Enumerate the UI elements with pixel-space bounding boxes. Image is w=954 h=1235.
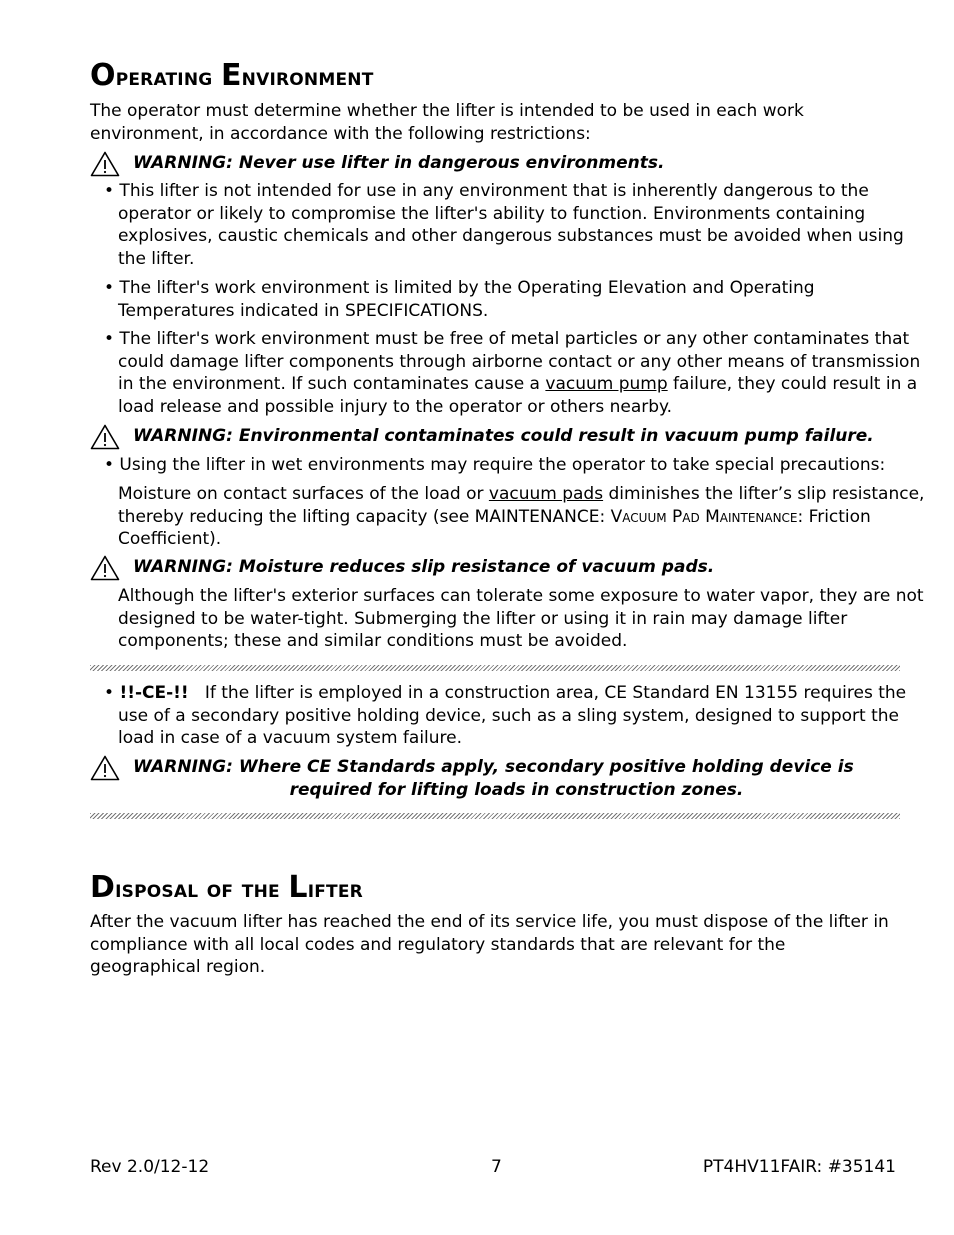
exterior-paragraph: Although the lifter's exterior surfaces can tolerate some exposure to water vapor, they are not designed to be water-tight. Submerging the lifter or using it in rain may damage lifter components; these and similar conditions must be avoided. <box>118 586 924 651</box>
operating-intro: The operator must determine whether the lifter is intended to be used in each work environment, in accordance with the following restrictions: <box>90 101 804 144</box>
warning-text: WARNING: Moisture reduces slip resistance of vacuum pads. <box>133 557 715 577</box>
bullet-wet: • Using the lifter in wet environments may require the operator to take special precautions: <box>104 455 886 475</box>
section-title-operating-environment: Operating Environment <box>90 58 374 93</box>
section-title-disposal: Disposal of the Lifter <box>90 870 363 905</box>
warning-triangle-icon <box>90 424 120 450</box>
warning-dangerous-environments <box>90 152 900 175</box>
warning-text: WARNING: Never use lifter in dangerous environments. <box>133 153 665 173</box>
warning-contaminates <box>90 425 900 448</box>
footer-model: PT4HV11FAIR: #35141 <box>702 1157 896 1177</box>
warning-text: WARNING: Environmental contaminates could result in vacuum pump failure. <box>133 426 874 446</box>
bullet-dangerous: • This lifter is not intended for use in any environment that is inherently dangerous to the operator or likely to compromise the lifter's ability to function. Environments containing explosives, caustic chemicals and other dangerous substances must be avoided when using the lifter. <box>104 181 904 269</box>
warning-text-line2: required for lifting loads in construction zones. <box>289 779 744 800</box>
moisture-paragraph: Moisture on contact surfaces of the load or vacuum pads diminishes the lifter’s slip resistance, thereby reducing the lifting capacity (see MAINTENANCE: Vacuum Pad Maintenance: Friction Coefficient). <box>118 484 925 549</box>
ce-bullet: • !!-CE-!! If the lifter is employed in a construction area, CE Standard EN 13155 requires the use of a secondary positive holding device, such as a sling system, designed to support the load in case of a vacuum system failure. <box>104 683 912 748</box>
vacuum-pump-link[interactable]: vacuum pump <box>545 374 668 394</box>
warning-moisture <box>90 556 900 579</box>
ce-mark: !!-CE-!! <box>119 683 189 703</box>
footer-page-number: 7 <box>491 1157 502 1177</box>
vacuum-pads-link[interactable]: vacuum pads <box>488 484 604 504</box>
divider <box>90 813 900 819</box>
warning-triangle-icon <box>90 555 120 581</box>
warning-ce <box>90 756 900 801</box>
footer-revision: Rev 2.0/12-12 <box>90 1157 210 1177</box>
disposal-text: After the vacuum lifter has reached the end of its service life, you must dispose of the lifter in compliance with all local codes and regulatory standards that are relevant for the geographical region. <box>90 912 889 977</box>
warning-text-line1: WARNING: Where CE Standards apply, secondary positive holding device is <box>133 757 854 777</box>
bullet-elevation: • The lifter's work environment is limited by the Operating Elevation and Operating Temperatures indicated in SPECIFICATIONS. <box>104 278 815 321</box>
divider <box>90 665 900 671</box>
bullet-contaminates: • The lifter's work environment must be free of metal particles or any other contaminates that could damage lifter components through airborne contact or any other means of transmission in the environment. If such contaminates cause a vacuum pump failure, they could result in a load release and possible injury to the operator or others nearby. <box>104 329 921 417</box>
warning-triangle-icon <box>90 151 120 177</box>
warning-triangle-icon <box>90 755 120 781</box>
